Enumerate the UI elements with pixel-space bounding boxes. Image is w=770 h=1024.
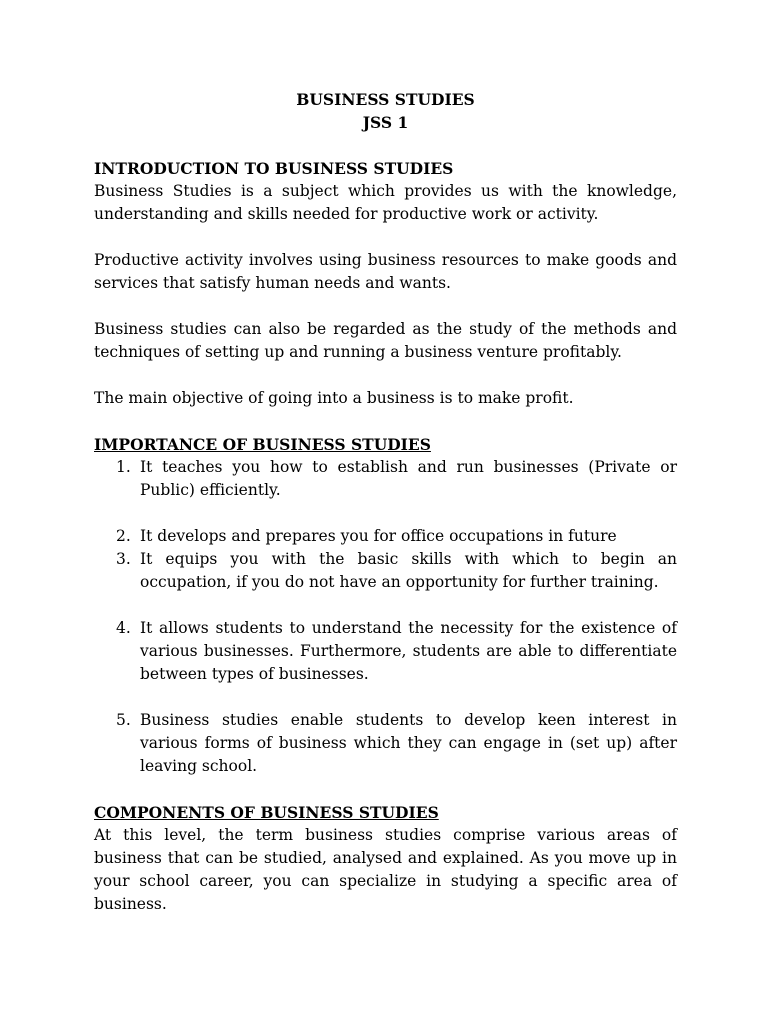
list-item-number: 5. <box>116 711 131 729</box>
list-item-text: It develops and prepares you for office occupations in future <box>140 527 617 545</box>
list-item-text: It allows students to understand the necessity for the existence of various businesses. Furthermore, students are able to differentiate between types of businesses. <box>140 619 677 683</box>
document-title: BUSINESS STUDIES <box>296 90 475 109</box>
components-paragraph: At this level, the term business studies comprise various areas of business that can be studied, analysed and explained. As you move up in your school career, you can specialize in studying a specific area of business. <box>94 826 677 913</box>
list-item-number: 4. <box>116 619 131 637</box>
list-item-number: 1. <box>116 458 131 476</box>
intro-heading: INTRODUCTION TO BUSINESS STUDIES <box>94 159 454 178</box>
spacer <box>94 226 677 249</box>
list-item <box>94 456 677 502</box>
list-item <box>94 709 677 778</box>
intro-paragraph-3: Business studies can also be regarded as the study of the methods and techniques of setting up and running a business venture profitably. <box>94 320 677 361</box>
spacer <box>94 410 677 433</box>
list-item <box>94 548 677 594</box>
intro-paragraph-1: Business Studies is a subject which provides us with the knowledge, understanding and skills needed for productive work or activity. <box>94 182 677 223</box>
spacer <box>94 295 677 318</box>
spacer <box>94 778 677 801</box>
intro-paragraph-4: The main objective of going into a business is to make profit. <box>94 389 574 407</box>
list-item-text: Business studies enable students to develop keen interest in various forms of business which they can engage in (set up) after leaving school. <box>140 711 677 775</box>
list-item <box>94 525 677 548</box>
document-body <box>94 88 677 916</box>
list-item-number: 3. <box>116 550 131 568</box>
document-subtitle: JSS 1 <box>362 113 409 132</box>
list-item-text: It equips you with the basic skills with which to begin an occupation, if you do not have an opportunity for further training. <box>140 550 677 591</box>
spacer <box>94 364 677 387</box>
list-item <box>94 617 677 686</box>
components-heading: COMPONENTS OF BUSINESS STUDIES <box>94 803 439 822</box>
importance-list <box>94 456 677 778</box>
list-item-text: It teaches you how to establish and run businesses (Private or Public) efficiently. <box>140 458 677 499</box>
intro-paragraph-2: Productive activity involves using business resources to make goods and services that satisfy human needs and wants. <box>94 251 677 292</box>
spacer <box>94 134 677 157</box>
importance-heading: IMPORTANCE OF BUSINESS STUDIES <box>94 435 431 454</box>
list-item-number: 2. <box>116 527 131 545</box>
